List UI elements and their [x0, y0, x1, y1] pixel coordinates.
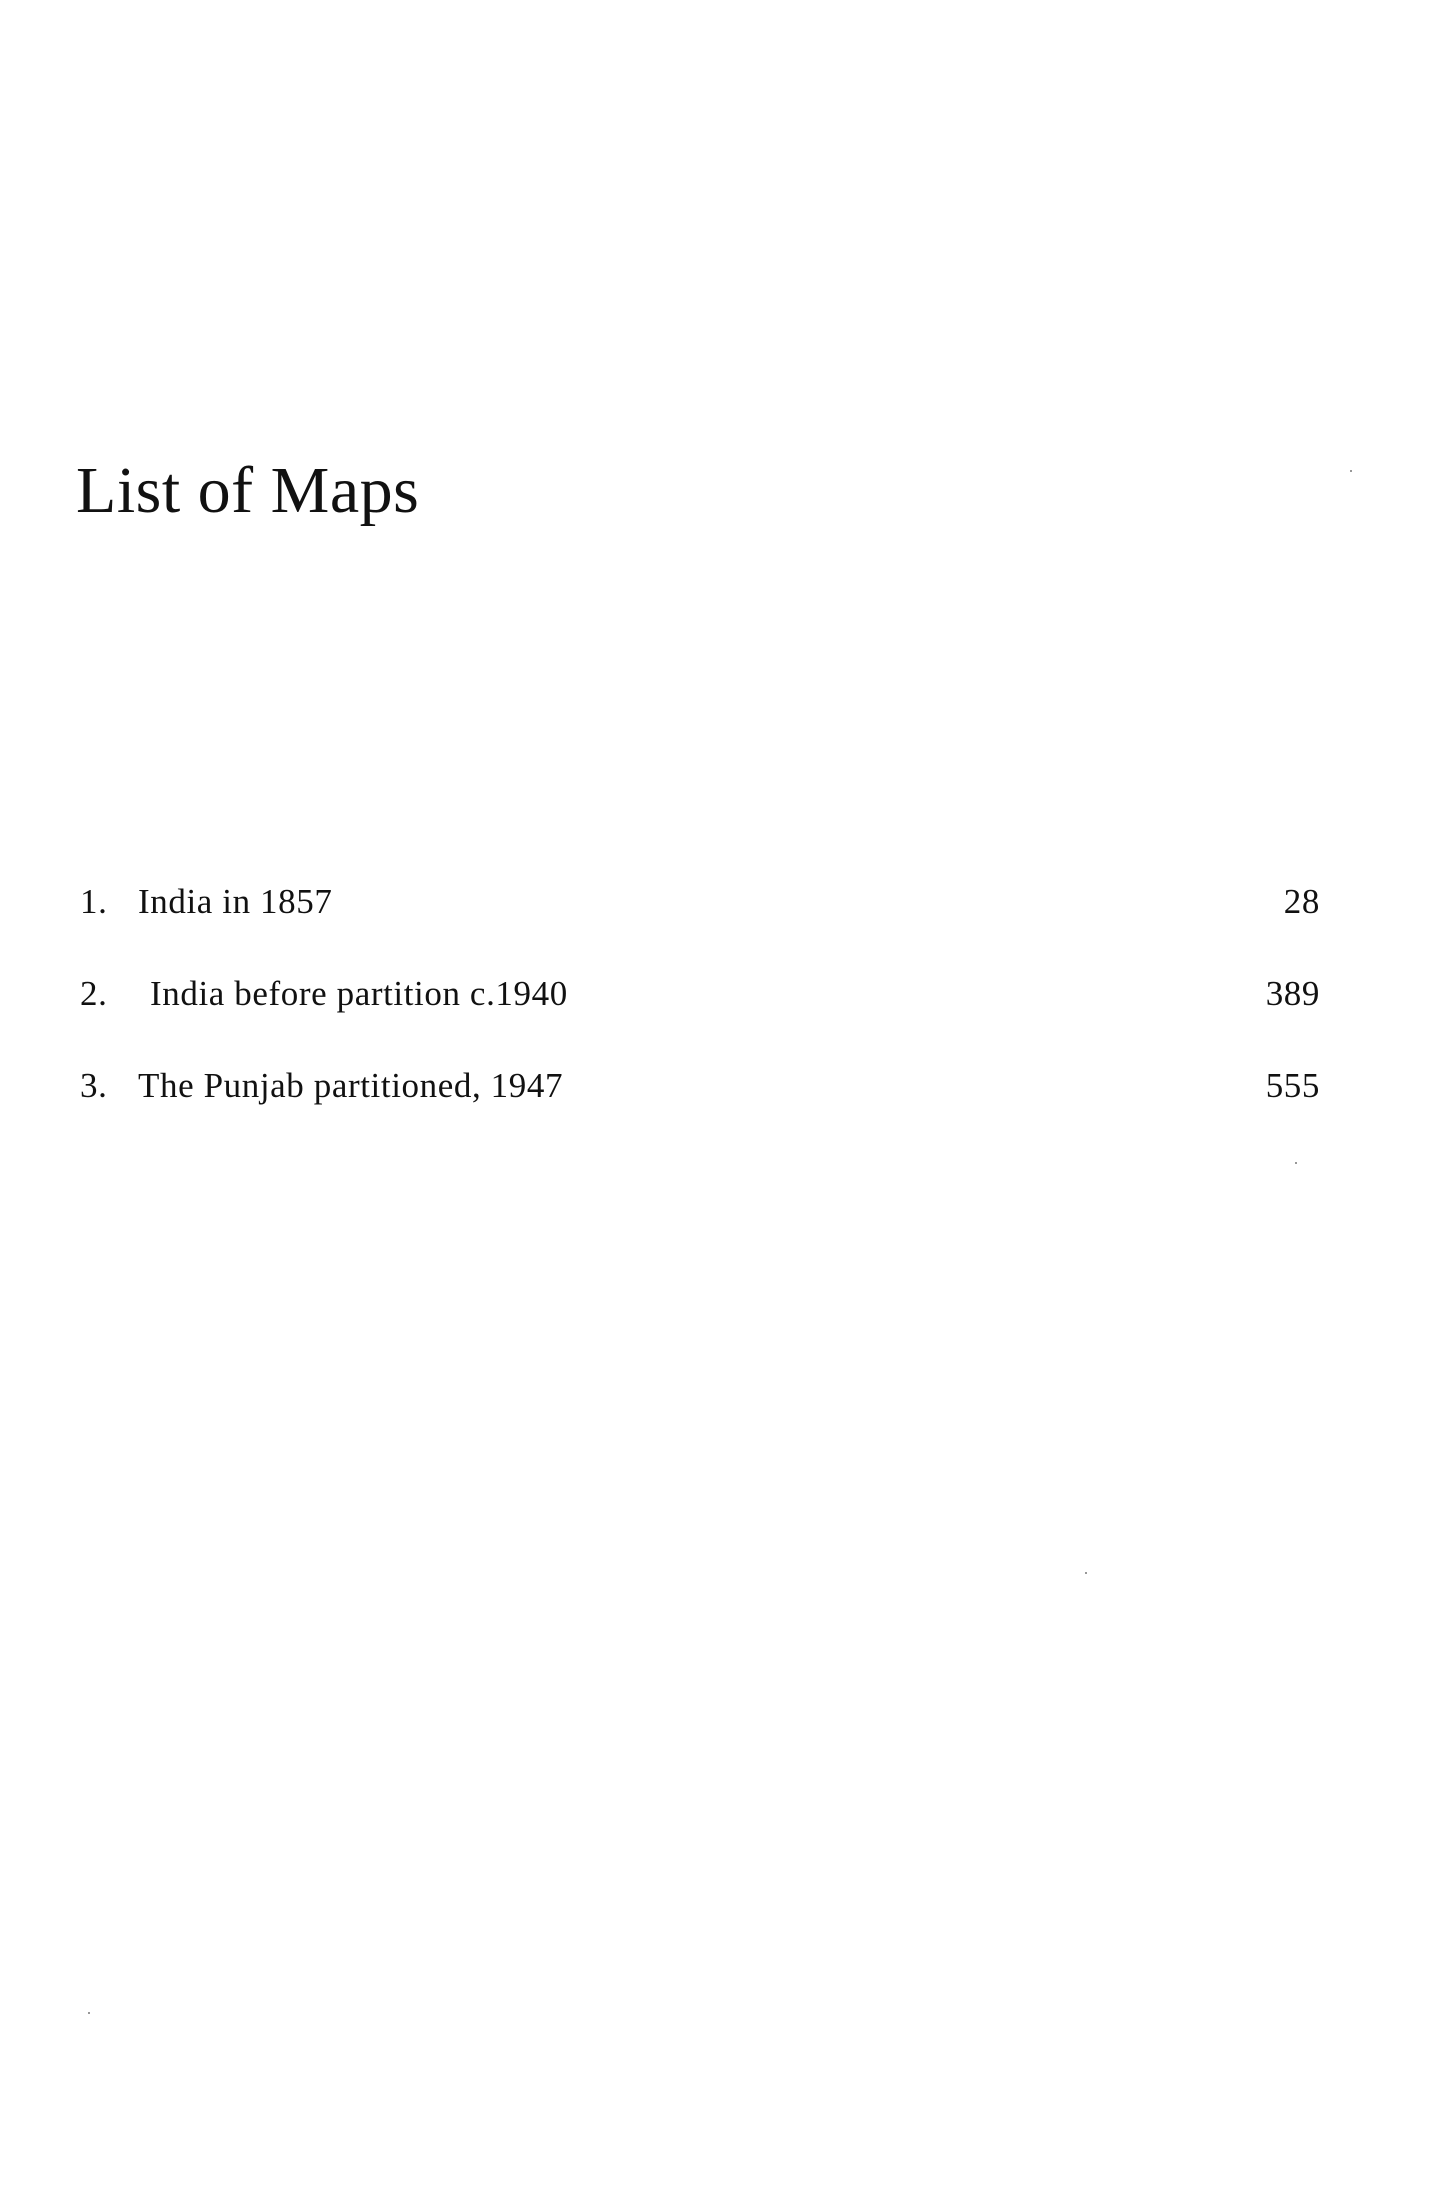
entry-page-number: 28 — [1283, 882, 1320, 921]
entry-page-number: 555 — [1265, 1066, 1320, 1105]
scan-speck — [1350, 470, 1352, 472]
entry-page-number: 389 — [1265, 974, 1320, 1013]
entry-title: India in 1857 — [138, 882, 333, 921]
entry-number: 3. — [80, 1066, 108, 1105]
entry-title: The Punjab partitioned, 1947 — [138, 1066, 564, 1105]
entry-number: 1. — [80, 882, 108, 921]
map-list — [80, 882, 1320, 1158]
scan-speck — [88, 2012, 90, 2014]
scan-speck — [1295, 1162, 1297, 1164]
map-entry — [80, 974, 1320, 1066]
entry-title: India before partition c.1940 — [150, 974, 568, 1013]
scan-speck — [1085, 1572, 1087, 1574]
entry-number: 2. — [80, 974, 108, 1013]
page-title: List of Maps — [76, 454, 420, 527]
map-entry — [80, 882, 1320, 974]
map-entry — [80, 1066, 1320, 1158]
